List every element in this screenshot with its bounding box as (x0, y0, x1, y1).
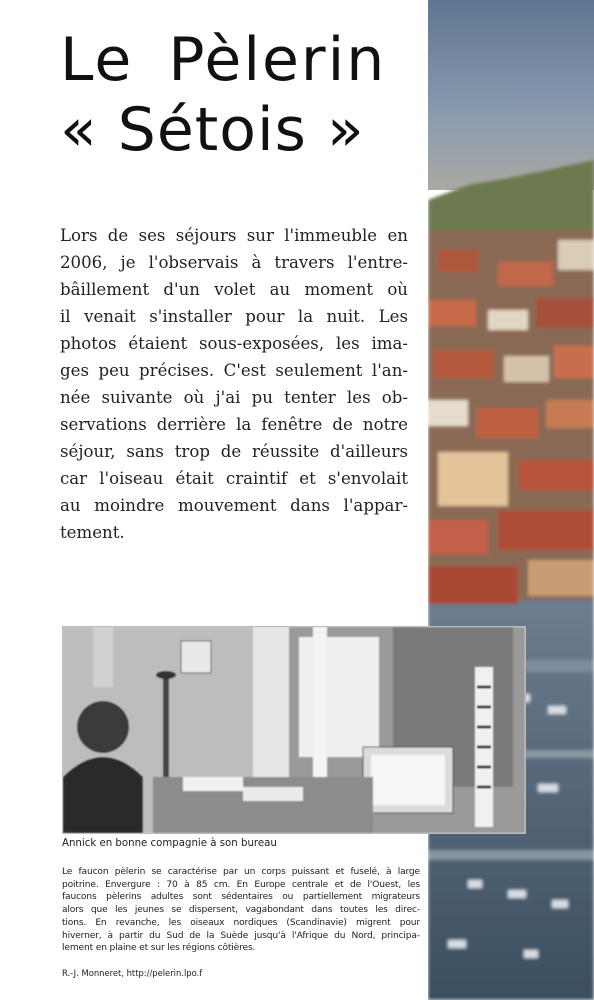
info-line: hiverner, à partir du Sud de la Suède jusqu'à l'Afrique du Nord, principa- (62, 930, 420, 941)
info-block (62, 866, 420, 955)
article-body (60, 222, 408, 546)
info-line: tions. En revanche, les oiseaux nordiques (Scandinavie) migrent pour (62, 917, 420, 928)
info-line: alors que les jeunes se dispersent, vagabondant dans toutes les direc- (62, 905, 420, 916)
info-line: faucons pèlerins adultes sont sédentaires ou partiellement migrateurs (62, 892, 420, 903)
article-title (60, 25, 420, 165)
body-line: au moindre mouvement dans l'appar- (60, 496, 408, 515)
city-aerial-photo (428, 0, 594, 1000)
title-line-2: « Sétois » (60, 95, 365, 165)
body-line: ges peu précises. C'est seulement l'an- (60, 361, 408, 380)
title-line-1: Le Pèlerin (60, 25, 387, 95)
body-line: car l'oiseau était craintif et s'envolait (60, 469, 408, 488)
body-line: née suivante où j'ai pu tenter les ob- (60, 388, 408, 407)
body-line: photos étaient sous-exposées, les ima- (60, 334, 408, 353)
info-line: Le faucon pèlerin se caractérise par un corps puissant et fuselé, à large (62, 867, 420, 877)
photo-caption: Annick en bonne compagnie à son bureau (62, 838, 277, 849)
body-line: bâillement d'un volet au moment où (60, 280, 408, 299)
body-line: servations derrière la fenêtre de notre (60, 415, 408, 434)
body-line: il venait s'installer pour la nuit. Les (60, 307, 408, 326)
body-line: tement. (60, 523, 125, 542)
body-line: Lors de ses séjours sur l'immeuble en (60, 226, 408, 245)
body-line: 2006, je l'observais à travers l'entre- (60, 253, 408, 272)
body-line: séjour, sans trop de réussite d'ailleurs (60, 442, 408, 461)
info-line: lement en plaine et sur les régions côtières. (62, 943, 256, 954)
office-photo (62, 626, 526, 834)
source-credit: R.-J. Monneret, http://pelerin.lpo.f (62, 968, 203, 978)
info-line: poitrine. Envergure : 70 à 85 cm. En Europe centrale et de l'Ouest, les (62, 879, 420, 890)
